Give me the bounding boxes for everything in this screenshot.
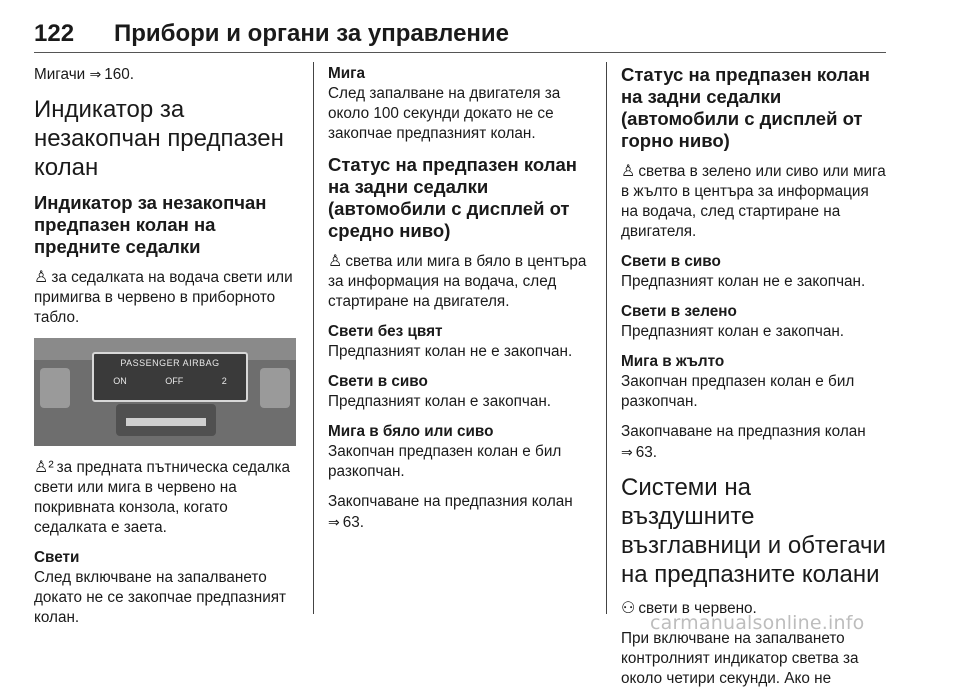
status-heading: Свети в зелено (621, 303, 737, 320)
ref-page[interactable]: 63. (635, 444, 657, 461)
paragraph: След включване на запалването докато не се закопчае предпазният колан. (34, 569, 287, 626)
status-heading: Свети в сиво (328, 373, 428, 390)
paragraph: Предпазният колан е закопчан. (621, 323, 845, 340)
column-3 (621, 64, 889, 699)
subsection-heading: Статус на предпазен колан на задни седалки (автомобили с дисплей от средно ниво) (328, 154, 577, 241)
page-number: 122 (34, 20, 75, 47)
section-heading: Индикатор за незакопчан предпазен колан (34, 96, 284, 181)
paragraph: ⚇ свети в червено. (621, 600, 757, 617)
page-ref-arrow-icon: ⇒ (621, 444, 633, 460)
ref-page[interactable]: 160. (104, 66, 134, 83)
cross-reference: Закопчаване на предпазния колан ⇒ 63. (621, 423, 866, 461)
paragraph: ♙ светва в зелено или сиво или мига в жълто в центъра за информация на водача, след стартиране на двигателя. (621, 163, 886, 240)
status-heading: Мига в бяло или сиво (328, 423, 494, 440)
seatbelt-icon: ♙ (621, 163, 636, 180)
paragraph: Закопчан предпазен колан е бил разкопчан. (328, 443, 562, 480)
status-heading: Свети в сиво (621, 253, 721, 270)
passenger-airbag-figure (34, 338, 296, 446)
airbag-indicator-panel (92, 352, 248, 402)
figure-buttons (126, 418, 206, 426)
paragraph: Предпазният колан не е закопчан. (621, 273, 866, 290)
column-divider (606, 62, 607, 614)
panel-indicators (94, 376, 246, 386)
paragraph: Предпазният колан не е закопчан. (328, 343, 573, 360)
subsection-heading: Статус на предпазен колан на задни седалки (автомобили с дисплей от горно ниво) (621, 64, 870, 151)
paragraph: ♙² за предната пътническа седалка свети или мига в червено на покривната конзола, когато седалката е заета. (34, 459, 291, 536)
paragraph: След запалване на двигателя за около 100 секунди докато не се закопчае предпазният колан. (328, 85, 561, 142)
watermark: carmanualsonline.info (650, 612, 865, 634)
seatbelt-2-label: 2 (221, 376, 227, 386)
seatbelt-icon: ♙ (328, 253, 343, 270)
paragraph: Закопчан предпазен колан е бил разкопчан. (621, 373, 855, 410)
status-heading: Мига (328, 65, 366, 82)
status-heading: Свети без цвят (328, 323, 443, 340)
column-1 (34, 64, 296, 638)
status-heading: Мига в жълто (621, 353, 725, 370)
section-heading: Системи на въздушните възглавници и обтегачи на предпазните колани (621, 474, 886, 588)
subsection-heading: Индикатор за незакопчан предпазен колан на предните седалки (34, 192, 267, 257)
paragraph: ♙ за седалката на водача свети или примигва в червено в приборното табло. (34, 269, 293, 326)
seatbelt-icon: ♙ (34, 269, 49, 286)
cross-reference: Закопчаване на предпазния колан ⇒ 63. (328, 493, 573, 531)
page-ref-arrow-icon: ⇒ (89, 66, 102, 82)
paragraph: ♙ светва или мига в бяло в центъра за информация на водача, след стартиране на двигателя. (328, 253, 587, 310)
airbag-icon: ⚇ (621, 600, 636, 617)
ref-text: Мигачи (34, 66, 86, 83)
column-divider (313, 62, 314, 614)
paragraph: При включване на запалването контролният индикатор светва за около четири секунди. Ако не (621, 630, 859, 687)
column-2 (328, 64, 590, 543)
ref-page[interactable]: 63. (342, 514, 364, 531)
airbag-on-label: ON (113, 376, 127, 386)
page-title: Прибори и органи за управление (114, 20, 510, 47)
airbag-off-label: OFF (165, 376, 184, 386)
page-header (34, 20, 886, 53)
paragraph: Предпазният колан е закопчан. (328, 393, 552, 410)
page-ref-arrow-icon: ⇒ (328, 514, 340, 530)
seatbelt-passenger-icon: ♙² (34, 459, 54, 476)
cross-reference (34, 64, 296, 85)
figure-lamp-right (260, 368, 290, 408)
figure-lamp-left (40, 368, 70, 408)
panel-label: PASSENGER AIRBAG (120, 358, 220, 368)
status-heading: Свети (34, 549, 80, 566)
